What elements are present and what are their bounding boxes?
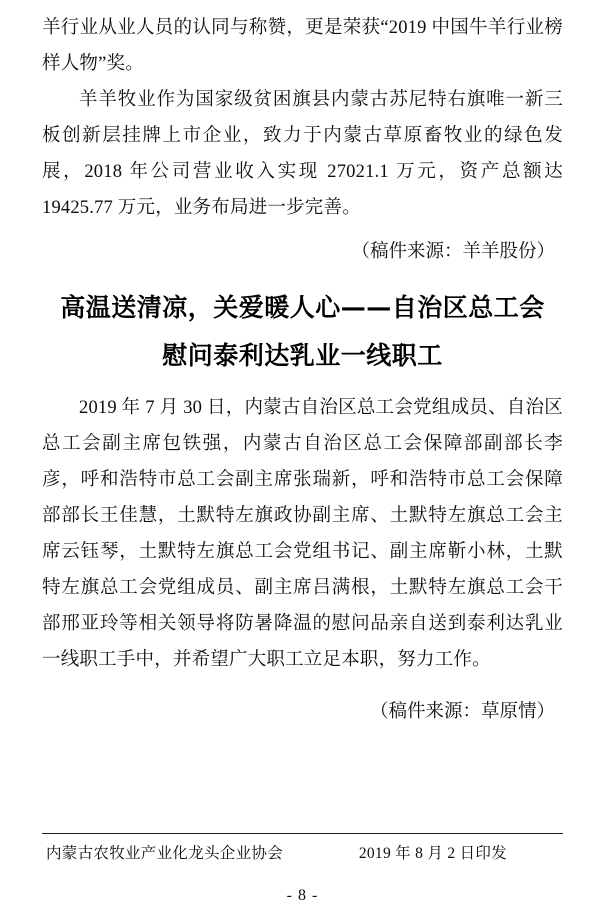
article-headline <box>42 284 563 380</box>
footer-organization: 内蒙古农牧业产业化龙头企业协会 <box>46 845 284 862</box>
footer-issue-date: 2019 年 8 月 2 日印发 <box>358 845 507 862</box>
source-attribution-2: （稿件来源：草原情） <box>369 702 555 722</box>
article-headline-line-2: 慰问泰利达乳业一线职工 <box>162 341 443 370</box>
footer-row <box>42 841 563 863</box>
paragraph-continuation: 羊行业从业人员的认同与称赞，更是荣获“2019 中国牛羊行业榜样人物”奖。 <box>42 18 563 74</box>
source-attribution-1: （稿件来源：羊羊股份） <box>351 242 555 262</box>
spacer <box>42 678 563 694</box>
page-footer <box>42 833 563 863</box>
paragraph-article-body: 2019 年 7 月 30 日，内蒙古自治区总工会党组成员、自治区总工会副主席包铁强，内蒙古自治区总工会保障部副部长李彦，呼和浩特市总工会副主席张瑞新，呼和浩特市总工会保障部部长王佳慧，土默特左旗政协副主席、土默特左旗总工会主席云钰琴，土默特左旗总工会党组书记、副主席靳小林，土默特左旗总工会党组成员、副主席吕满根，土默特左旗总工会干部邢亚玲等相关领导将防暑降温的慰问品亲自送到泰利达乳业一线职工手中，并希望广大职工立足本职，努力工作。 <box>42 398 563 670</box>
page-number: - 8 - <box>286 887 319 904</box>
spacer <box>42 226 563 234</box>
paragraph-company-intro: 羊羊牧业作为国家级贫困旗县内蒙古苏尼特右旗唯一新三板创新层挂牌上市企业，致力于内蒙古草原畜牧业的绿色发展，2018 年公司营业收入实现 27021.1 万元，资产总额达 19425.77 万元，业务布局进一步完善。 <box>42 90 563 218</box>
footer-divider <box>42 833 563 834</box>
article-headline-line-1: 高温送清凉，关爱暖人心——自治区总工会 <box>60 293 545 322</box>
